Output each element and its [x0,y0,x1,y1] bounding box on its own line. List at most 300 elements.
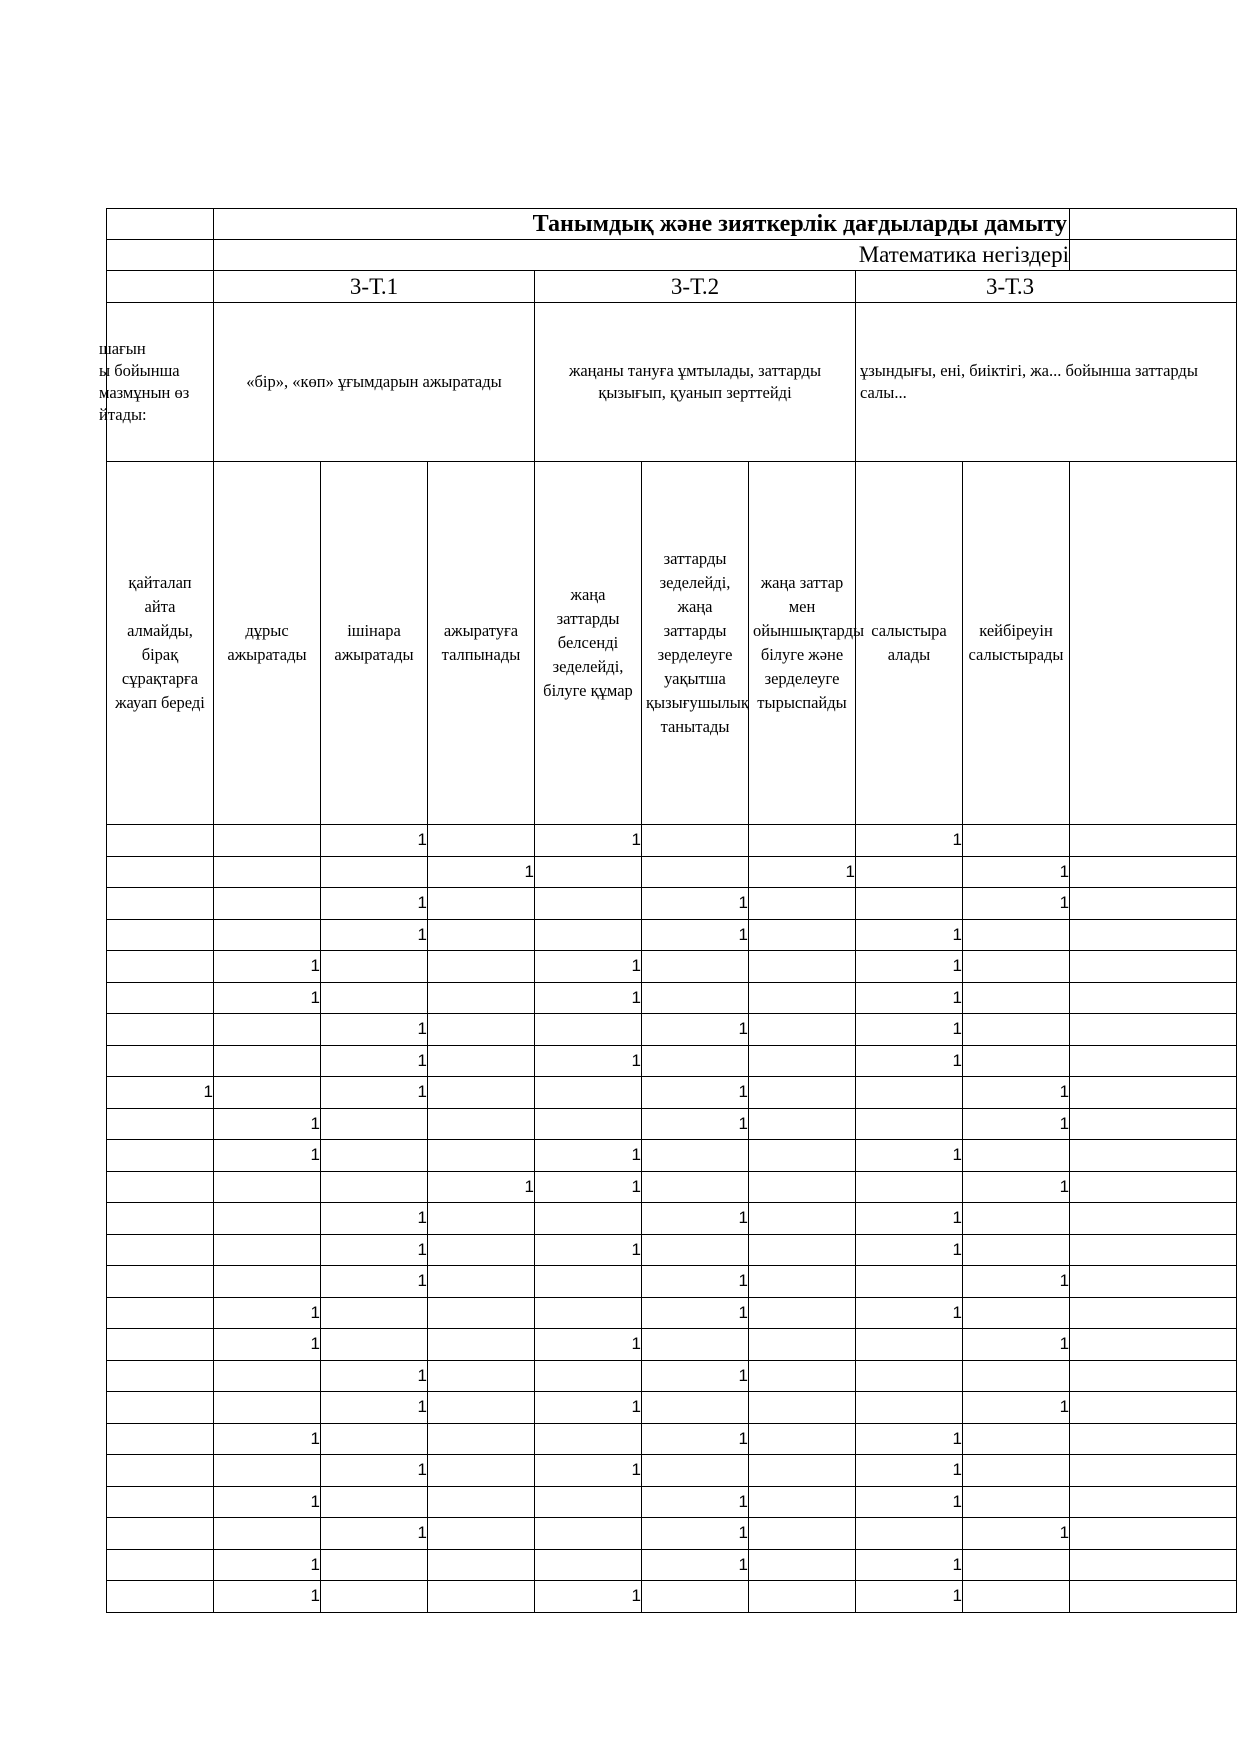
score-cell[interactable] [107,1518,214,1550]
score-cell[interactable]: 1 [321,1392,428,1424]
score-cell[interactable]: 1 [321,1266,428,1298]
score-cell[interactable]: 1 [535,1171,642,1203]
score-cell[interactable]: 1 [642,1266,749,1298]
level-header: дұрыс ажыратады [214,462,321,825]
score-cell[interactable]: 1 [642,919,749,951]
score-cell[interactable] [963,982,1070,1014]
overflow-cell [1070,1297,1237,1329]
score-cell[interactable] [642,1140,749,1172]
score-cell[interactable]: 1 [535,1140,642,1172]
score-cell[interactable]: 1 [963,1329,1070,1361]
score-cell[interactable] [321,951,428,983]
score-cell[interactable] [214,1392,321,1424]
score-cell[interactable] [749,919,856,951]
score-cell[interactable] [107,1392,214,1424]
score-cell[interactable] [428,1423,535,1455]
score-cell[interactable] [321,1108,428,1140]
score-cell[interactable] [749,1266,856,1298]
overflow-cell [1070,1140,1237,1172]
score-cell[interactable] [749,1329,856,1361]
score-cell[interactable] [321,1549,428,1581]
overflow-cell [1070,1234,1237,1266]
table-row [107,1108,1237,1140]
table-row [107,1518,1237,1550]
score-cell[interactable]: 1 [963,1266,1070,1298]
score-cell[interactable]: 1 [535,825,642,857]
score-cell[interactable] [963,1014,1070,1046]
score-cell[interactable]: 1 [963,1171,1070,1203]
score-cell[interactable] [535,856,642,888]
score-cell[interactable] [107,888,214,920]
score-cell[interactable]: 1 [856,1423,963,1455]
score-cell[interactable] [749,1014,856,1046]
level-header: ажыратуға талпынады [428,462,535,825]
score-cell[interactable] [107,1045,214,1077]
score-cell[interactable] [107,1108,214,1140]
score-cell[interactable]: 1 [214,1297,321,1329]
data-rows [107,825,1237,1613]
score-cell[interactable] [535,1518,642,1550]
score-cell[interactable] [535,1014,642,1046]
score-cell[interactable] [321,856,428,888]
score-cell[interactable]: 1 [535,1392,642,1424]
score-cell[interactable] [107,919,214,951]
overflow-cell [1070,1518,1237,1550]
score-cell[interactable] [428,1455,535,1487]
score-cell[interactable] [963,1360,1070,1392]
score-cell[interactable] [428,1581,535,1613]
score-cell[interactable] [642,1392,749,1424]
corner-cell [107,240,214,271]
descriptor-left [99,303,214,462]
score-cell[interactable] [107,1423,214,1455]
score-cell[interactable] [856,856,963,888]
score-cell[interactable] [749,1045,856,1077]
score-cell[interactable]: 1 [642,1108,749,1140]
overflow-cell [1070,1203,1237,1235]
score-cell[interactable] [963,1234,1070,1266]
score-cell[interactable]: 1 [856,919,963,951]
score-cell[interactable] [107,1014,214,1046]
score-cell[interactable]: 1 [428,856,535,888]
overflow-cell [1070,825,1237,857]
score-cell[interactable]: 1 [856,1549,963,1581]
score-cell[interactable] [642,1234,749,1266]
overflow-cell [1070,919,1237,951]
score-cell[interactable] [749,1297,856,1329]
overflow-cell [1070,982,1237,1014]
table-row [107,1581,1237,1613]
score-cell[interactable]: 1 [642,1077,749,1109]
score-cell[interactable]: 1 [642,1014,749,1046]
score-cell[interactable] [749,1203,856,1235]
score-cell[interactable] [214,1455,321,1487]
overflow-cell [1070,1329,1237,1361]
table-row [107,1045,1237,1077]
score-cell[interactable] [321,1486,428,1518]
score-cell[interactable]: 1 [642,1360,749,1392]
score-cell[interactable] [428,951,535,983]
score-cell[interactable]: 1 [642,1423,749,1455]
overflow-cell [1070,1045,1237,1077]
score-cell[interactable] [856,888,963,920]
score-cell[interactable] [428,1392,535,1424]
score-cell[interactable] [107,1203,214,1235]
score-cell[interactable] [535,1549,642,1581]
overflow-cell [1070,1581,1237,1613]
assessment-sheet [99,208,1198,1613]
score-cell[interactable]: 1 [321,1234,428,1266]
score-cell[interactable] [321,982,428,1014]
score-cell[interactable]: 1 [321,1518,428,1550]
score-cell[interactable] [107,1549,214,1581]
score-cell[interactable]: 1 [535,1234,642,1266]
score-cell[interactable] [428,1077,535,1109]
score-cell[interactable]: 1 [642,1297,749,1329]
overflow-cell [1070,1171,1237,1203]
score-cell[interactable] [749,825,856,857]
score-cell[interactable]: 1 [321,1360,428,1392]
score-cell[interactable]: 1 [856,1014,963,1046]
table-row [107,1203,1237,1235]
score-cell[interactable] [642,1171,749,1203]
score-cell[interactable]: 1 [963,856,1070,888]
score-cell[interactable]: 1 [321,1014,428,1046]
score-cell[interactable] [749,982,856,1014]
table-row [107,1329,1237,1361]
score-cell[interactable] [214,1014,321,1046]
score-cell[interactable]: 1 [214,1140,321,1172]
table-row [107,1423,1237,1455]
table-row [107,1549,1237,1581]
score-cell[interactable] [107,1297,214,1329]
score-cell[interactable] [428,1108,535,1140]
overflow-cell [1070,1392,1237,1424]
descriptor-t1: «бір», «көп» ұғымдарын ажыратады [214,303,535,462]
score-cell[interactable] [214,825,321,857]
score-cell[interactable] [963,1549,1070,1581]
score-cell[interactable] [963,1140,1070,1172]
overflow-cell [1070,951,1237,983]
score-cell[interactable] [963,1045,1070,1077]
score-cell[interactable] [535,1360,642,1392]
score-cell[interactable] [214,1266,321,1298]
table-row [107,1140,1237,1172]
score-cell[interactable]: 1 [963,888,1070,920]
score-cell[interactable] [428,888,535,920]
table-row [107,1486,1237,1518]
table-row [107,1455,1237,1487]
score-cell[interactable]: 1 [321,919,428,951]
score-cell[interactable] [321,1329,428,1361]
score-cell[interactable]: 1 [642,888,749,920]
section-title: Танымдық және зияткерлік дағдыларды дамыту [214,209,1070,240]
score-cell[interactable]: 1 [856,1140,963,1172]
overflow-cell [1070,1455,1237,1487]
corner-cell [107,209,214,240]
subject-title: Математика негіздері [214,240,1070,271]
score-cell[interactable] [749,1423,856,1455]
score-cell[interactable]: 1 [321,888,428,920]
descriptor-left-line: мазмұнын өз [99,383,190,402]
score-cell[interactable] [107,1486,214,1518]
score-cell[interactable]: 1 [535,1329,642,1361]
score-cell[interactable]: 1 [428,1171,535,1203]
score-cell[interactable] [963,919,1070,951]
score-cell[interactable] [749,1140,856,1172]
score-cell[interactable] [749,1360,856,1392]
score-cell[interactable]: 1 [856,1486,963,1518]
score-cell[interactable]: 1 [214,982,321,1014]
score-cell[interactable] [749,1486,856,1518]
score-cell[interactable] [749,1108,856,1140]
score-cell[interactable] [749,1581,856,1613]
score-cell[interactable] [428,1297,535,1329]
level-header: кейбіреуін салыстырады [963,462,1070,825]
score-cell[interactable] [642,1045,749,1077]
score-cell[interactable] [321,1581,428,1613]
score-cell[interactable] [428,1486,535,1518]
score-cell[interactable] [107,982,214,1014]
descriptor-left-line: шағын [99,339,146,358]
score-cell[interactable] [107,1455,214,1487]
score-cell[interactable]: 1 [535,951,642,983]
score-cell[interactable] [642,825,749,857]
score-cell[interactable]: 1 [214,1329,321,1361]
score-cell[interactable]: 1 [856,982,963,1014]
score-cell[interactable] [321,1297,428,1329]
score-cell[interactable]: 1 [107,1077,214,1109]
overflow-cell [1070,1423,1237,1455]
score-cell[interactable]: 1 [963,1392,1070,1424]
score-cell[interactable] [535,1423,642,1455]
score-cell[interactable] [107,1140,214,1172]
code-t1: 3-Т.1 [214,271,535,303]
score-cell[interactable] [214,1360,321,1392]
score-cell[interactable] [428,1045,535,1077]
score-cell[interactable]: 1 [856,1297,963,1329]
score-cell[interactable] [214,856,321,888]
corner-cell [107,271,214,303]
score-cell[interactable] [856,1108,963,1140]
level-header: жаңа заттар мен ойыншықтарды білуге және зерделеуге тырыспайды [749,462,856,825]
table-row [107,1234,1237,1266]
score-cell[interactable] [749,951,856,983]
score-cell[interactable] [856,1329,963,1361]
level-header: жаңа заттарды белсенді зеделейді, білуге құмар [535,462,642,825]
title-overflow-cell [1070,209,1237,240]
score-cell[interactable] [107,1329,214,1361]
score-cell[interactable] [963,1423,1070,1455]
overflow-cell [1070,856,1237,888]
score-cell[interactable] [107,1171,214,1203]
score-cell[interactable]: 1 [535,1581,642,1613]
score-cell[interactable] [214,1203,321,1235]
level-header: қайталап айта алмайды, бірақ сұрақтарға жауап береді [107,462,214,825]
score-cell[interactable] [214,1045,321,1077]
score-cell[interactable] [428,825,535,857]
score-cell[interactable] [749,1392,856,1424]
score-cell[interactable]: 1 [535,1455,642,1487]
score-cell[interactable]: 1 [214,951,321,983]
score-cell[interactable] [749,1234,856,1266]
score-cell[interactable] [107,825,214,857]
score-cell[interactable]: 1 [642,1549,749,1581]
score-cell[interactable]: 1 [642,1203,749,1235]
overflow-cell [1070,1266,1237,1298]
score-cell[interactable] [749,1549,856,1581]
level-overflow-cell [1070,462,1237,825]
score-cell[interactable] [214,1171,321,1203]
table-row [107,1360,1237,1392]
overflow-cell [1070,1014,1237,1046]
table-row [107,982,1237,1014]
table-row [107,951,1237,983]
score-cell[interactable] [749,1455,856,1487]
score-cell[interactable] [856,1171,963,1203]
score-cell[interactable] [321,1423,428,1455]
score-cell[interactable] [856,1518,963,1550]
score-cell[interactable] [642,856,749,888]
score-cell[interactable] [428,982,535,1014]
score-cell[interactable] [535,1077,642,1109]
score-cell[interactable]: 1 [535,1045,642,1077]
score-cell[interactable] [749,1077,856,1109]
score-cell[interactable]: 1 [214,1549,321,1581]
score-cell[interactable]: 1 [321,1455,428,1487]
score-cell[interactable] [214,1518,321,1550]
score-cell[interactable] [214,1234,321,1266]
score-cell[interactable]: 1 [642,1518,749,1550]
score-cell[interactable] [535,888,642,920]
score-cell[interactable] [535,919,642,951]
overflow-cell [1070,1549,1237,1581]
score-cell[interactable]: 1 [856,825,963,857]
score-cell[interactable] [856,1266,963,1298]
score-cell[interactable]: 1 [856,951,963,983]
score-cell[interactable] [428,1518,535,1550]
score-cell[interactable] [963,1297,1070,1329]
score-cell[interactable]: 1 [214,1486,321,1518]
score-cell[interactable] [535,1486,642,1518]
score-cell[interactable]: 1 [749,856,856,888]
score-cell[interactable] [107,1234,214,1266]
table-row [107,856,1237,888]
score-cell[interactable]: 1 [963,1077,1070,1109]
score-cell[interactable] [107,951,214,983]
score-cell[interactable]: 1 [214,1581,321,1613]
score-cell[interactable]: 1 [963,1108,1070,1140]
score-cell[interactable] [963,1455,1070,1487]
score-cell[interactable] [428,1014,535,1046]
score-cell[interactable] [428,1140,535,1172]
level-header: заттарды зеделейді, жаңа заттарды зерделеуге уақытша қызығушылық танытады [642,462,749,825]
score-cell[interactable] [535,1108,642,1140]
overflow-cell [1070,1486,1237,1518]
score-cell[interactable]: 1 [856,1203,963,1235]
score-cell[interactable] [963,1486,1070,1518]
table-row [107,825,1237,857]
score-cell[interactable] [428,1234,535,1266]
table-row [107,919,1237,951]
score-cell[interactable]: 1 [856,1045,963,1077]
overflow-cell [1070,888,1237,920]
level-header: ішінара ажыратады [321,462,428,825]
score-cell[interactable] [321,1140,428,1172]
score-cell[interactable] [107,1581,214,1613]
score-cell[interactable]: 1 [214,1108,321,1140]
overflow-cell [1070,1077,1237,1109]
score-cell[interactable] [428,919,535,951]
score-cell[interactable] [107,1360,214,1392]
score-cell[interactable] [642,951,749,983]
score-cell[interactable] [963,1203,1070,1235]
score-cell[interactable] [963,825,1070,857]
score-cell[interactable] [749,1171,856,1203]
score-cell[interactable]: 1 [321,825,428,857]
descriptor-t2: жаңаны тануға ұмтылады, заттарды қызығып, қуанып зерттейді [535,303,856,462]
score-cell[interactable] [535,1297,642,1329]
score-cell[interactable]: 1 [321,1045,428,1077]
score-cell[interactable] [856,1360,963,1392]
score-cell[interactable] [642,1581,749,1613]
descriptor-t3: ұзындығы, ені, биіктігі, жа... бойынша заттарды салы... [856,303,1237,462]
score-cell[interactable] [963,1581,1070,1613]
table-row [107,1266,1237,1298]
table-row [107,1014,1237,1046]
score-cell[interactable] [214,919,321,951]
code-t3: 3-Т.3 [856,271,1237,303]
score-cell[interactable] [963,951,1070,983]
score-cell[interactable] [642,982,749,1014]
score-cell[interactable]: 1 [963,1518,1070,1550]
score-cell[interactable] [749,888,856,920]
table-row [107,1392,1237,1424]
score-cell[interactable] [107,1266,214,1298]
score-cell[interactable]: 1 [535,982,642,1014]
score-cell[interactable] [535,1266,642,1298]
overflow-cell [1070,1108,1237,1140]
score-cell[interactable] [428,1266,535,1298]
score-cell[interactable]: 1 [856,1455,963,1487]
score-cell[interactable] [214,888,321,920]
score-cell[interactable]: 1 [856,1581,963,1613]
assessment-table [99,208,1237,1613]
score-cell[interactable] [642,1455,749,1487]
score-cell[interactable] [535,1203,642,1235]
score-cell[interactable] [856,1077,963,1109]
score-cell[interactable] [428,1329,535,1361]
score-cell[interactable] [321,1171,428,1203]
score-cell[interactable]: 1 [321,1203,428,1235]
table-row [107,1171,1237,1203]
score-cell[interactable] [428,1549,535,1581]
overflow-cell [1070,1360,1237,1392]
score-cell[interactable]: 1 [321,1077,428,1109]
score-cell[interactable] [107,856,214,888]
level-header: салыстыра алады [856,462,963,825]
score-cell[interactable] [749,1518,856,1550]
score-cell[interactable]: 1 [642,1486,749,1518]
score-cell[interactable] [642,1329,749,1361]
score-cell[interactable]: 1 [214,1423,321,1455]
score-cell[interactable] [428,1203,535,1235]
score-cell[interactable] [214,1077,321,1109]
score-cell[interactable] [856,1392,963,1424]
subtitle-overflow-cell [1070,240,1237,271]
score-cell[interactable]: 1 [856,1234,963,1266]
score-cell[interactable] [428,1360,535,1392]
